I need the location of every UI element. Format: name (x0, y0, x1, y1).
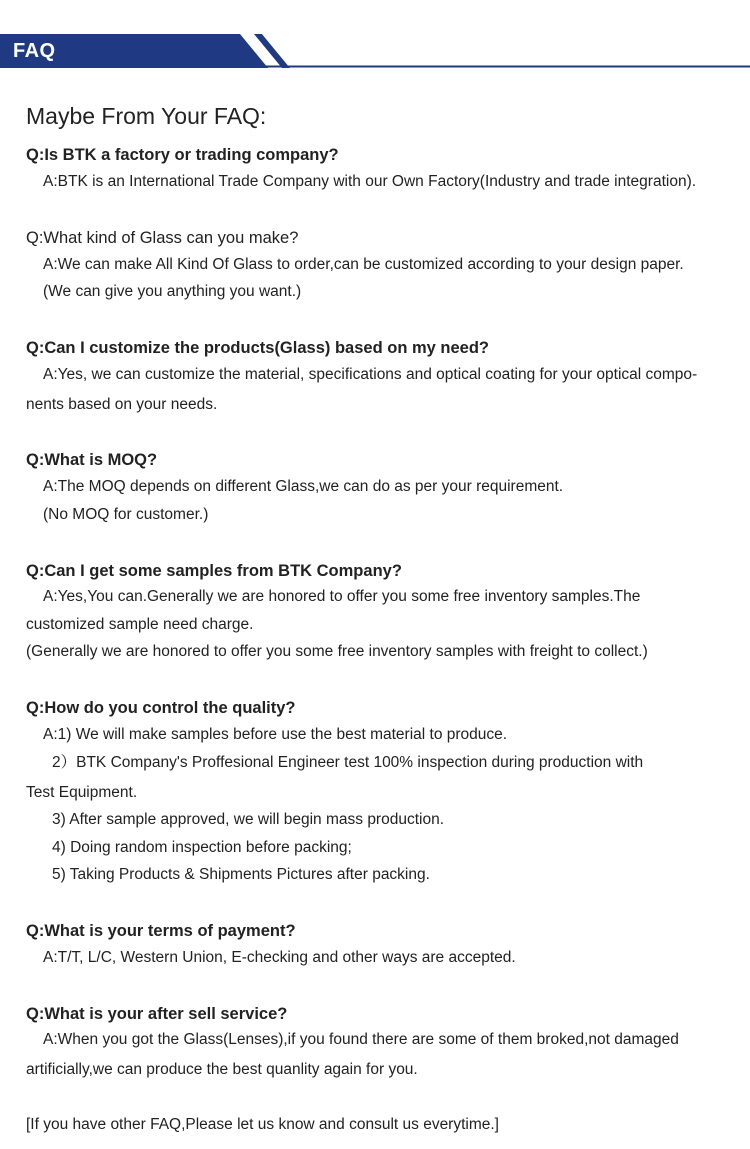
faq-question-2: Q:What kind of Glass can you make? (26, 229, 299, 247)
faq-answer-1-line-1: A:BTK is an International Trade Company with our Own Factory(Industry and trade integration). (43, 173, 697, 190)
faq-answer-6-line-2: 2）BTK Company's Proffesional Engineer test 100% inspection during production with (52, 754, 644, 771)
header-banner-graphic (0, 34, 750, 68)
faq-question-3: Q:Can I customize the products(Glass) based on my need? (26, 339, 489, 357)
faq-question-8: Q:What is your after sell service? (26, 1005, 288, 1023)
faq-question-1: Q:Is BTK a factory or trading company? (26, 146, 339, 164)
faq-answer-8-line-2: artificially,we can produce the best quanlity again for you. (26, 1061, 418, 1078)
faq-answer-2-line-1: A:We can make All Kind Of Glass to order,can be customized according to your design paper. (43, 256, 684, 273)
faq-answer-5-line-2: customized sample need charge. (26, 616, 254, 633)
faq-answer-4-line-1: A:The MOQ depends on different Glass,we can do as per your requirement. (43, 478, 564, 495)
faq-answer-5-line-3: (Generally we are honored to offer you some free inventory samples with freight to collect.) (26, 643, 648, 660)
faq-answer-4-line-2: (No MOQ for customer.) (43, 506, 209, 523)
faq-answer-6-line-6: 5) Taking Products & Shipments Pictures after packing. (52, 866, 430, 883)
faq-question-6: Q:How do you control the quality? (26, 699, 296, 717)
faq-answer-6-line-4: 3) After sample approved, we will begin mass production. (52, 811, 445, 828)
faq-answer-6-line-3: Test Equipment. (26, 784, 138, 801)
faq-answer-8-line-1: A:When you got the Glass(Lenses),if you found there are some of them broked,not damaged (43, 1031, 679, 1048)
intro-heading: Maybe From Your FAQ: (26, 103, 267, 129)
footer-note: [If you have other FAQ,Please let us know and consult us everytime.] (26, 1116, 499, 1133)
faq-answer-6-line-5: 4) Doing random inspection before packing; (52, 839, 352, 856)
faq-answer-7-line-1: A:T/T, L/C, Western Union, E-checking and other ways are accepted. (43, 949, 516, 966)
faq-question-4: Q:What is MOQ? (26, 451, 158, 469)
faq-question-7: Q:What is your terms of payment? (26, 922, 296, 940)
faq-answer-5-line-1: A:Yes,You can.Generally we are honored to offer you some free inventory samples.The (43, 588, 641, 605)
faq-answer-3-line-1: A:Yes, we can customize the material, specifications and optical coating for your optical compo- (43, 366, 698, 383)
faq-header-title: FAQ (13, 40, 56, 62)
faq-question-5: Q:Can I get some samples from BTK Company? (26, 562, 402, 580)
faq-answer-2-line-2: (We can give you anything you want.) (43, 283, 302, 300)
faq-answer-6-line-1: A:1) We will make samples before use the best material to produce. (43, 726, 508, 743)
faq-answer-3-line-2: nents based on your needs. (26, 396, 218, 413)
faq-header-bar (0, 34, 750, 68)
